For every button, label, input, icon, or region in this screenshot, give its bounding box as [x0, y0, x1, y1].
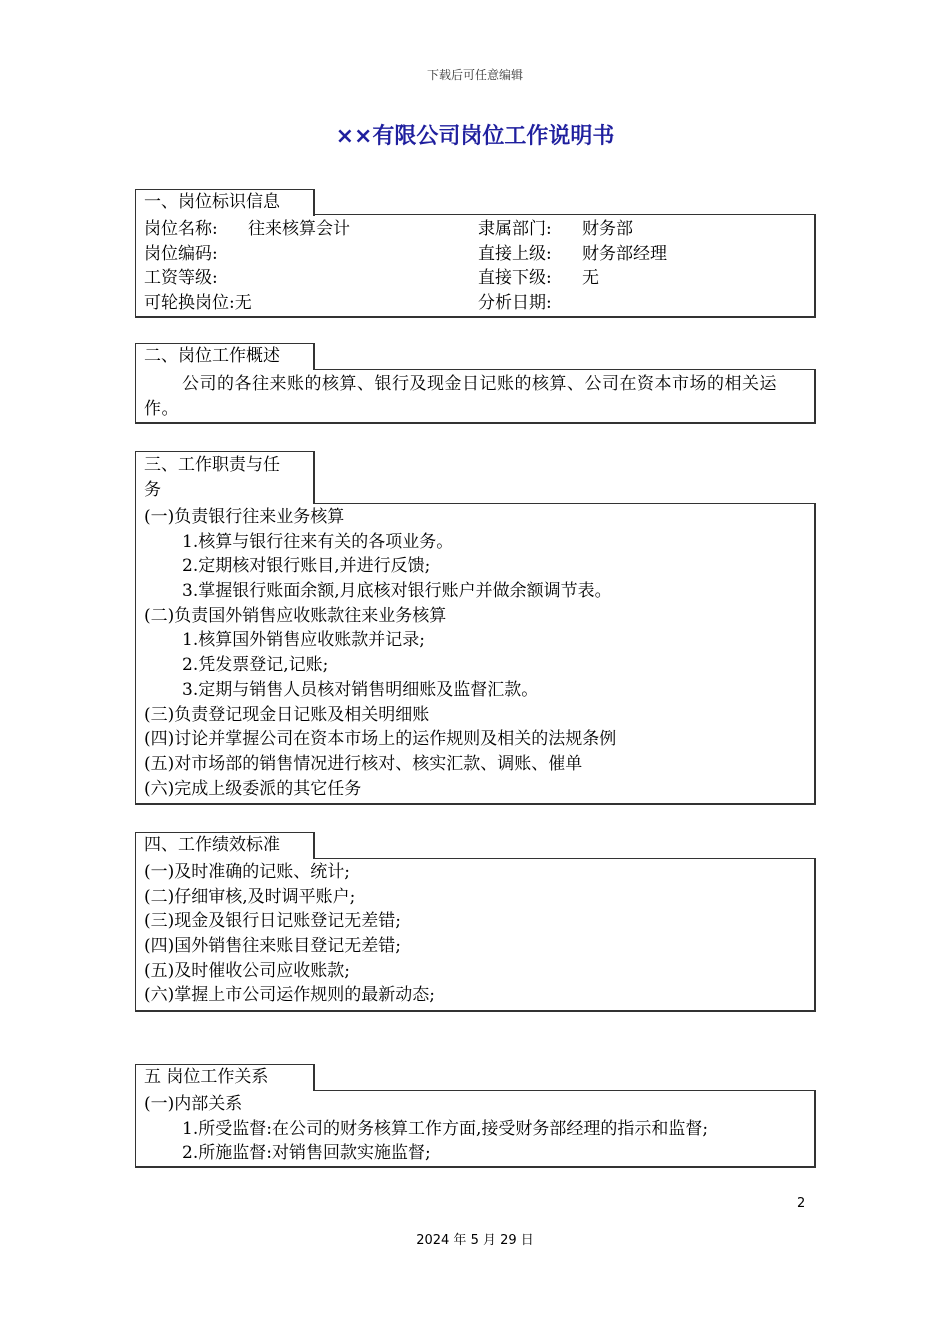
info-row — [144, 291, 806, 316]
section-4-heading: 四、工作绩效标准 — [135, 832, 315, 859]
list-item: (四)讨论并掌握公司在资本市场上的运作规则及相关的法规条例 — [144, 729, 617, 750]
header-note: 下载后可任意编辑 — [426, 68, 523, 82]
list-item: (五)及时催收公司应收账款; — [144, 960, 350, 981]
list-item: (四)国外销售往来账目登记无差错; — [144, 936, 401, 957]
section-3-heading-line: 三、工作职责与任 — [144, 455, 280, 475]
list-item: (二)负责国外销售应收账款往来业务核算 — [144, 605, 447, 626]
section-3-heading-line: 务 — [144, 479, 161, 500]
list-item: 1.核算与银行往来有关的各项业务。 — [182, 531, 454, 552]
section-3-box — [135, 503, 816, 805]
list-item: (二)仔细审核,及时调平账户; — [144, 886, 356, 907]
section-2-box — [135, 369, 816, 424]
list-item: 3.掌握银行账面余额,月底核对银行账户并做余额调节表。 — [182, 581, 612, 602]
info-value: 财务部经理 — [582, 243, 667, 264]
list-item: 2.定期核对银行账目,并进行反馈; — [182, 556, 431, 577]
overview-text: 公司的各往来账的核算、银行及现金日记账的核算、公司在资本市场的相关运作。 — [144, 374, 777, 419]
info-row — [144, 217, 806, 242]
info-value — [248, 242, 478, 267]
list-item: (三)现金及银行日记账登记无差错; — [144, 911, 401, 932]
list-item: (一)负责银行往来业务核算 — [144, 507, 345, 527]
section-3-heading — [135, 451, 315, 504]
info-label: 隶属部门: — [478, 219, 552, 239]
list-item: 2.凭发票登记,记账; — [182, 655, 329, 676]
page-number: 2 — [797, 1196, 806, 1211]
section-4-box — [135, 858, 816, 1012]
list-item: 2.所施监督:对销售回款实施监督; — [182, 1143, 431, 1164]
list-item: 1.核算国外销售应收账款并记录; — [182, 630, 425, 651]
list-item: 3.定期与销售人员核对销售明细账及监督汇款。 — [182, 679, 539, 700]
list-item: (三)负责登记现金日记账及相关明细账 — [144, 704, 430, 725]
info-value — [248, 291, 478, 316]
section-5-heading: 五 岗位工作关系 — [135, 1064, 315, 1091]
info-value: 财务部 — [582, 219, 633, 239]
section-1-box — [135, 214, 816, 318]
footer-date: 2024 年 5 月 29 日 — [416, 1233, 534, 1248]
section-5-box — [135, 1090, 816, 1168]
info-value: 无 — [582, 268, 599, 289]
info-label: 可轮换岗位:无 — [144, 293, 252, 314]
document-title: ××有限公司岗位工作说明书 — [335, 124, 615, 149]
info-label: 直接下级: — [478, 268, 552, 289]
info-row — [144, 266, 806, 291]
list-item: (一)及时准确的记账、统计; — [144, 862, 350, 882]
list-item: (一)内部关系 — [144, 1094, 243, 1114]
list-item: (六)掌握上市公司运作规则的最新动态; — [144, 985, 435, 1006]
section-1-heading: 一、岗位标识信息 — [135, 189, 315, 216]
list-item: 1.所受监督:在公司的财务核算工作方面,接受财务部经理的指示和监督; — [182, 1118, 709, 1139]
info-label: 分析日期: — [478, 293, 552, 314]
list-item: (五)对市场部的销售情况进行核对、核实汇款、调账、催单 — [144, 753, 583, 774]
list-item: (六)完成上级委派的其它任务 — [144, 778, 362, 799]
info-value: 往来核算会计 — [248, 219, 350, 239]
info-label: 工资等级: — [144, 268, 218, 289]
info-label: 岗位名称: — [144, 219, 218, 239]
info-row — [144, 242, 806, 267]
info-label: 岗位编码: — [144, 243, 218, 264]
info-label: 直接上级: — [478, 243, 552, 264]
section-2-heading: 二、岗位工作概述 — [135, 343, 315, 370]
info-value — [248, 266, 478, 291]
